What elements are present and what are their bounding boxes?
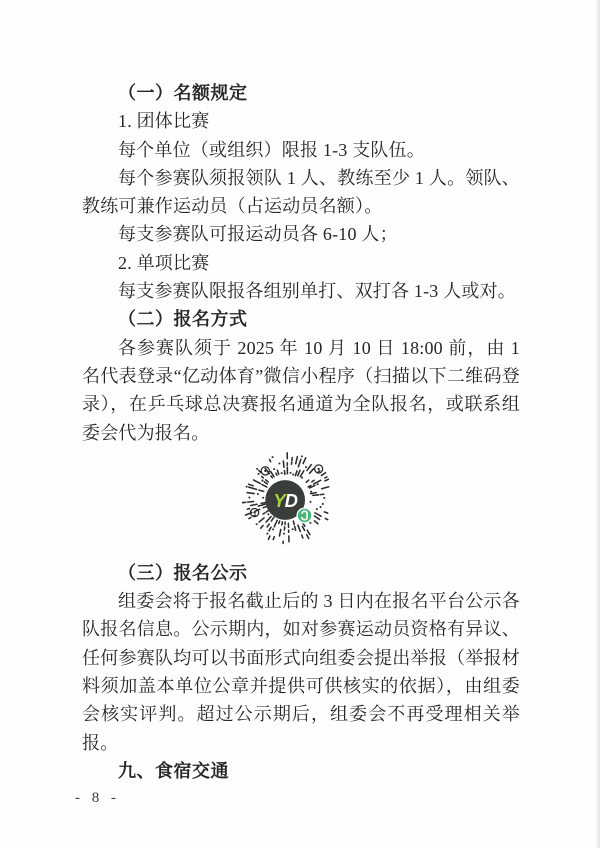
paragraph-singles-title: 2. 单项比赛: [118, 252, 210, 273]
scan-edge-shadow: [595, 0, 600, 848]
wechat-minicode-graphic: [242, 452, 339, 546]
paragraph-team-limit: 每个单位（或组织）限报 1-3 支队伍。: [118, 139, 425, 160]
qr-logo-text: YD: [272, 489, 298, 511]
wechat-miniprogram-badge: [297, 508, 312, 523]
qr-code: [82, 452, 520, 546]
paragraph-leader-coach: 每个参赛队须报领队 1 人、教练至少 1 人。领队、教练可兼作运动员（占运动员名额）。: [82, 167, 520, 217]
paragraph-registration-method: 各参赛队须于 2025 年 10 月 10 日 18:00 前，由 1 名代表登录“亿动体育”微信小程序（扫描以下二维码登录），在乒乓球总决赛报名通道为全队报名，或联系组委会代为报名。: [82, 337, 520, 443]
page-number: - 8 -: [75, 790, 120, 806]
paragraph-team-title: 1. 团体比赛: [118, 111, 210, 132]
section-heading-registration: （二）报名方式: [118, 309, 248, 330]
section-heading-lodging: 九、食宿交通: [118, 760, 229, 781]
section-heading-publicity: （三）报名公示: [118, 562, 248, 583]
document-body: [82, 79, 520, 785]
section-heading-quota: （一）名额规定: [118, 83, 248, 103]
paragraph-athlete-count: 每支参赛队可报运动员各 6-10 人；: [118, 224, 398, 245]
paragraph-publicity-detail: 组委会将于报名截止后的 3 日内在报名平台公示各队报名信息。公示期内，如对参赛运动员资格有异议、任何参赛队均可以书面形式向组委会提出举报（举报材料须加盖本单位公章并提供可供核实的依据），由组委会核实评判。超过公示期后，组委会不再受理相关举报。: [82, 591, 520, 753]
paragraph-singles-limit: 每支参赛队限报各组别单打、双打各 1-3 人或对。: [118, 281, 516, 302]
